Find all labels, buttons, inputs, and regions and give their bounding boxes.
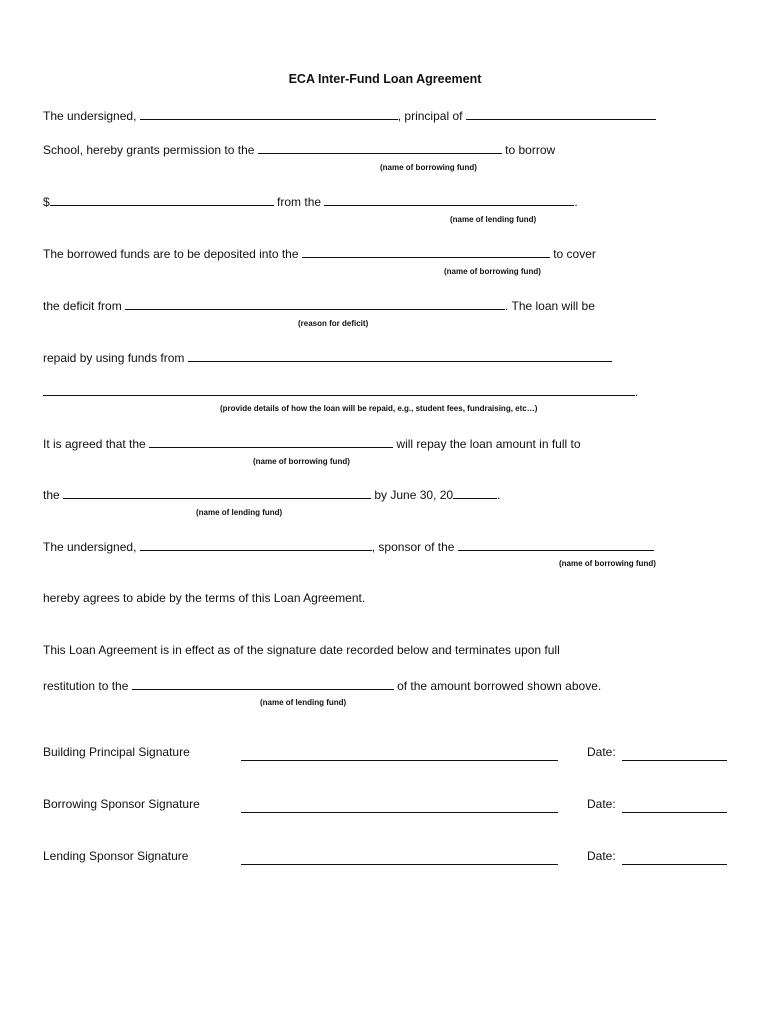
line-principal: The undersigned, , principal of bbox=[43, 107, 656, 124]
caption-borrowing-fund: (name of borrowing fund) bbox=[444, 267, 541, 276]
caption-borrowing-fund: (name of borrowing fund) bbox=[559, 559, 656, 568]
caption-lending-fund: (name of lending fund) bbox=[260, 698, 347, 707]
principal-date-label: Date: bbox=[587, 745, 616, 759]
repayment-details-blank[interactable] bbox=[43, 383, 635, 396]
repayment-funds-blank[interactable] bbox=[188, 349, 612, 362]
caption-repayment-details: (provide details of how the loan will be repaid, e.g., student fees, fundraising, etc…) bbox=[220, 404, 538, 413]
line-repaid-by: repaid by using funds from bbox=[43, 349, 612, 366]
borrowing-date-line[interactable] bbox=[622, 812, 727, 813]
school-name-blank[interactable] bbox=[466, 107, 656, 120]
borrowing-signature-label: Borrowing Sponsor Signature bbox=[43, 797, 200, 811]
lending-fund-blank[interactable] bbox=[324, 193, 574, 206]
caption-lending-fund: (name of lending fund) bbox=[450, 215, 537, 224]
line-deposit: The borrowed funds are to be deposited into the to cover bbox=[43, 247, 596, 261]
form-title: ECA Inter-Fund Loan Agreement bbox=[288, 72, 482, 86]
sponsor-fund-blank[interactable] bbox=[458, 538, 654, 551]
caption-borrowing-fund: (name of borrowing fund) bbox=[253, 457, 350, 466]
borrowing-date-label: Date: bbox=[587, 797, 616, 811]
sponsor-name-blank[interactable] bbox=[140, 538, 372, 551]
deficit-reason-blank[interactable] bbox=[125, 297, 505, 310]
borrowing-fund-blank[interactable] bbox=[258, 141, 502, 154]
lending-date-label: Date: bbox=[587, 849, 616, 863]
line-abide-terms: hereby agrees to abide by the terms of this Loan Agreement. bbox=[43, 591, 366, 605]
year-blank[interactable] bbox=[453, 486, 497, 499]
deposit-fund-blank[interactable] bbox=[302, 245, 550, 258]
caption-reason-deficit: (reason for deficit) bbox=[298, 319, 369, 328]
line-sponsor: The undersigned, , sponsor of the bbox=[43, 538, 654, 555]
receiving-fund-blank[interactable] bbox=[63, 486, 371, 499]
lending-signature-line[interactable] bbox=[241, 864, 558, 865]
line-grant-permission: School, hereby grants permission to the to borrow bbox=[43, 143, 556, 157]
line-deficit: the deficit from . The loan will be bbox=[43, 299, 595, 313]
line-agreed: It is agreed that the will repay the loan amount in full to bbox=[43, 437, 581, 451]
principal-date-line[interactable] bbox=[622, 760, 727, 761]
caption-borrowing-fund: (name of borrowing fund) bbox=[380, 163, 477, 172]
line-restitution: restitution to the of the amount borrowed shown above. bbox=[43, 679, 602, 693]
line-repayment-details: . bbox=[43, 383, 638, 400]
lending-signature-label: Lending Sponsor Signature bbox=[43, 849, 189, 863]
principal-signature-label: Building Principal Signature bbox=[43, 745, 190, 759]
line-repay-by-date: the by June 30, 20 . bbox=[43, 488, 501, 502]
principal-name-blank[interactable] bbox=[140, 107, 398, 120]
lending-date-line[interactable] bbox=[622, 864, 727, 865]
line-effective: This Loan Agreement is in effect as of the signature date recorded below and terminates upon full bbox=[43, 643, 560, 657]
borrowing-signature-line[interactable] bbox=[241, 812, 558, 813]
amount-blank[interactable] bbox=[50, 193, 274, 206]
principal-signature-line[interactable] bbox=[241, 760, 558, 761]
line-amount: $ from the . bbox=[43, 195, 578, 209]
repaying-fund-blank[interactable] bbox=[149, 435, 393, 448]
caption-lending-fund: (name of lending fund) bbox=[196, 508, 283, 517]
restitution-fund-blank[interactable] bbox=[132, 677, 394, 690]
